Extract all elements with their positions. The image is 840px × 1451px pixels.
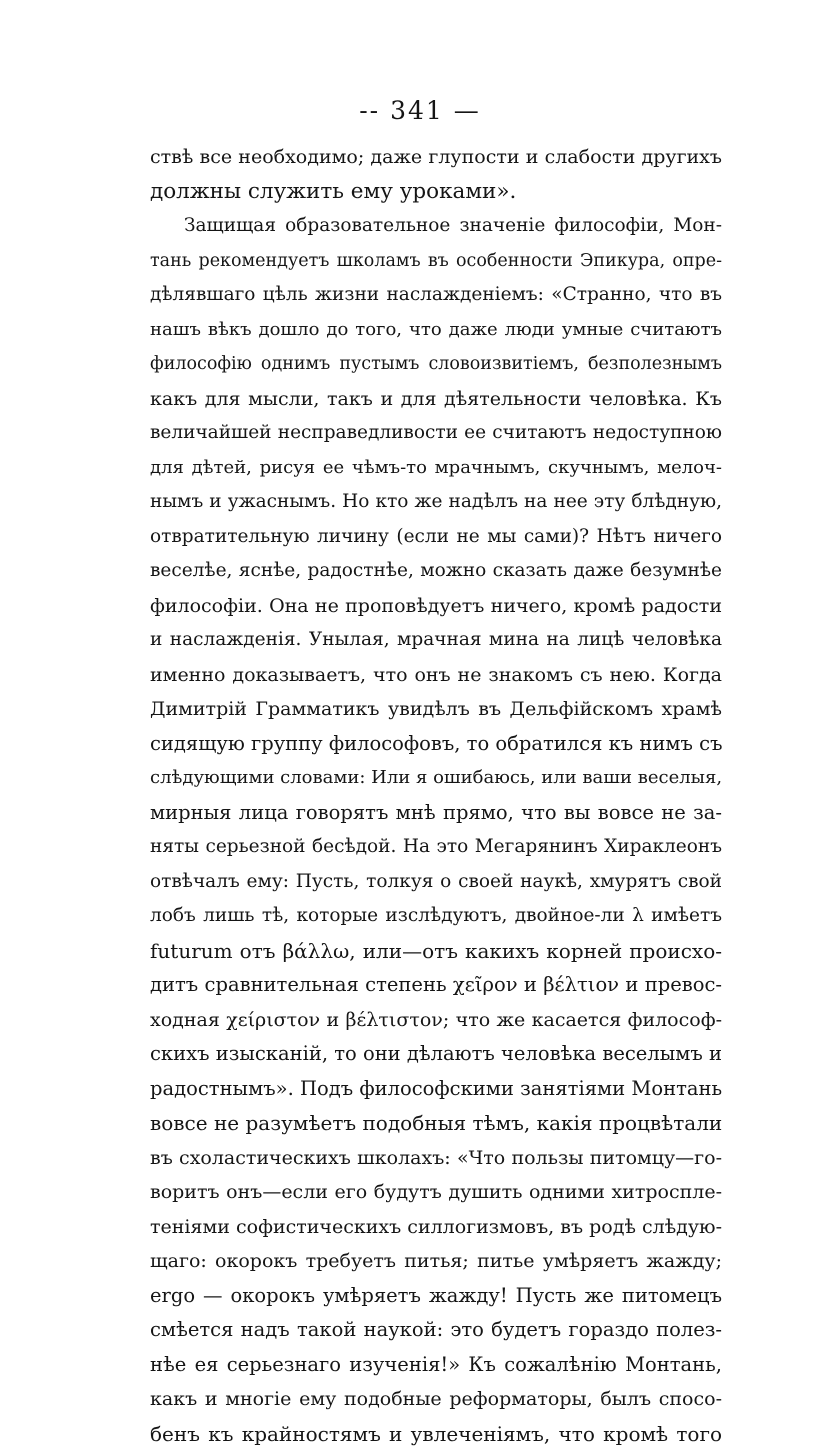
body-text (150, 140, 722, 1451)
text-line: няты серьезной бесѣдой. На это Мегарянинъ Хираклеонъ (150, 830, 722, 865)
text-line: нашъ вѣкъ дошло до того, что даже люди умные считаютъ (150, 313, 722, 348)
text-line: величайшей несправедливости ее считаютъ недоступною (150, 416, 722, 451)
text-line: философіи. Она не проповѣдуетъ ничего, кромѣ радости (150, 589, 722, 624)
text-line: Защищая образовательное значеніе философіи, Мон- (150, 209, 722, 244)
page-number: -- 341 — (0, 96, 840, 125)
text-line: ствѣ все необходимо; даже глупости и слабости другихъ (150, 140, 722, 175)
text-line: лобъ лишь тѣ, которые изслѣдуютъ, двойное-ли λ имѣетъ (150, 899, 722, 934)
text-line: скихъ изысканій, то они дѣлаютъ человѣка веселымъ и (150, 1037, 722, 1072)
text-line: веселѣе, яснѣе, радостнѣе, можно сказать даже безумнѣе (150, 554, 722, 589)
text-line: философію однимъ пустымъ словоизвитіемъ, безполезнымъ (150, 347, 722, 382)
text-line: ergo — окорокъ умѣряетъ жажду! Пусть же питомецъ (150, 1279, 722, 1314)
text-line: сидящую группу философовъ, то обратился къ нимъ съ (150, 727, 722, 762)
text-line: Димитрій Грамматикъ увидѣлъ въ Дельфійскомъ храмѣ (150, 692, 722, 727)
text-line: и наслажденія. Унылая, мрачная мина на лицѣ человѣка (150, 623, 722, 658)
text-line: радостнымъ». Подъ философскими занятіями Монтань (150, 1072, 722, 1107)
text-line: отвратительную личину (если не мы сами)? Нѣтъ ничего (150, 520, 722, 555)
text-line: дѣлявшаго цѣль жизни наслажденіемъ: «Странно, что въ (150, 278, 722, 313)
text-line: какъ и многіе ему подобные реформаторы, былъ спосо- (150, 1382, 722, 1417)
text-line: нымъ и ужаснымъ. Но кто же надѣлъ на нее эту блѣдную, (150, 485, 722, 520)
text-line: futurum отъ βάλλω, или—отъ какихъ корней происхо- (150, 934, 722, 969)
text-line: какъ для мысли, такъ и для дѣятельности человѣка. Къ (150, 382, 722, 417)
text-line: вовсе не разумѣетъ подобныя тѣмъ, какія процвѣтали (150, 1106, 722, 1141)
text-line: нѣе ея серьезнаго изученія!» Къ сожалѣнію Монтань, (150, 1348, 722, 1383)
text-line: должны служить ему уроками». (150, 175, 722, 210)
text-line: тань рекомендуетъ школамъ въ особенности Эпикура, опре- (150, 244, 722, 279)
text-line: теніями софистическихъ силлогизмовъ, въ родѣ слѣдую- (150, 1210, 722, 1245)
text-line: отвѣчалъ ему: Пусть, толкуя о своей наукѣ, хмурятъ свой (150, 865, 722, 900)
text-line: бенъ къ крайностямъ и увлеченіямъ, что кромѣ того (150, 1417, 722, 1451)
text-line: воритъ онъ—если его будутъ душить одними хитросплe- (150, 1175, 722, 1210)
text-line: именно доказываетъ, что онъ не знакомъ съ нею. Когда (150, 658, 722, 693)
text-line: мирныя лица говорятъ мнѣ прямо, что вы вовсе не за- (150, 796, 722, 831)
text-line: въ схоластическихъ школахъ: «Что пользы питомцу—го- (150, 1141, 722, 1176)
text-line: для дѣтей, рисуя ее чѣмъ-то мрачнымъ, скучнымъ, мелоч- (150, 451, 722, 486)
text-line: смѣется надъ такой наукой: это будетъ гораздо полез- (150, 1313, 722, 1348)
text-line: щаго: окорокъ требуетъ питья; питье умѣряетъ жажду; (150, 1244, 722, 1279)
text-line: ходная χείριστον и βέλτιστον; что же касается философ- (150, 1003, 722, 1038)
text-line: слѣдующими словами: Или я ошибаюсь, или ваши веселыя, (150, 761, 722, 796)
text-line: дитъ сравнительная степень χεῖρον и βέλτιον и превос- (150, 968, 722, 1003)
